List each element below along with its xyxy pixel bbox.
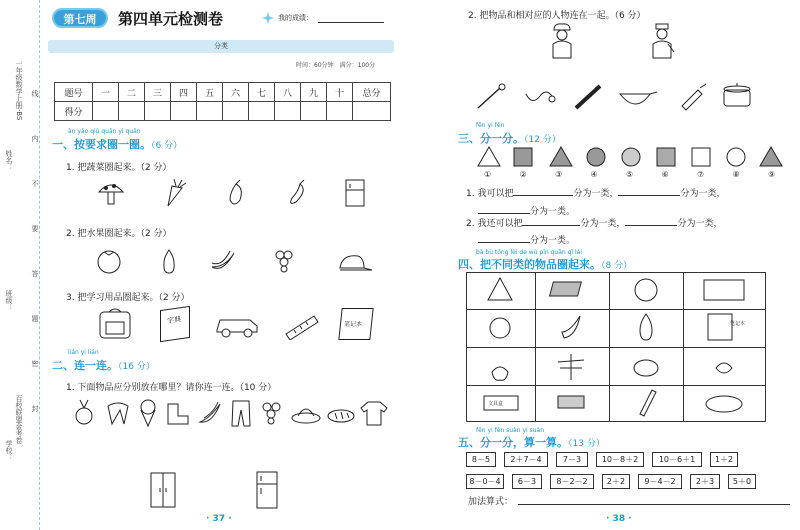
chef-icon[interactable] xyxy=(548,22,576,60)
q32-line-2 xyxy=(478,233,575,246)
eraser-item xyxy=(550,282,582,296)
spine-seal-char: 要 xyxy=(31,225,39,232)
q31-b: 分为一类， xyxy=(573,189,619,199)
grapes-bunch-icon[interactable] xyxy=(258,398,286,428)
score-cell[interactable] xyxy=(353,102,391,121)
q32-line xyxy=(466,216,722,229)
spine-school-label: 学校： xyxy=(5,440,13,461)
pencil-item xyxy=(640,390,656,416)
sec4-heading xyxy=(458,256,632,272)
shape-4-circle xyxy=(587,148,605,166)
q21-text: 1. 下面物品应分别放在哪里？请你连一连。（10 分） xyxy=(66,383,277,393)
sec2-heading xyxy=(52,357,155,373)
right-page xyxy=(400,0,800,530)
page-number-left: · 37 · xyxy=(206,514,232,524)
shape-number-label: ⑤ xyxy=(626,170,634,179)
syringe-icon[interactable] xyxy=(676,82,708,112)
bird-item xyxy=(634,360,658,376)
sec1-title: 一、按要求圈一圈。 xyxy=(52,138,151,151)
q32-b: 分为一类， xyxy=(580,219,626,229)
topic-band: 分类 xyxy=(48,40,394,53)
time-info: 时间：60分钟 满分：100分 xyxy=(296,62,376,69)
scarf-icon[interactable] xyxy=(104,398,132,428)
spine-seal-char: 不 xyxy=(31,180,39,187)
score-table-col-header: 一 xyxy=(93,83,119,102)
sec5-points: （13 分） xyxy=(568,439,605,449)
dictionary-icon[interactable] xyxy=(160,306,190,342)
shape-8-circle xyxy=(727,148,745,166)
score-cell[interactable] xyxy=(119,102,145,121)
week-badge: 第七周 xyxy=(52,8,108,28)
expression-card[interactable]: 8－5 xyxy=(466,452,496,467)
page-number-right: · 38 · xyxy=(606,514,632,524)
sec5-title: 五、分一分，算一算。 xyxy=(458,436,568,449)
score-cell[interactable] xyxy=(145,102,171,121)
addition-answer-line[interactable] xyxy=(518,504,790,505)
pear-icon[interactable] xyxy=(154,245,184,275)
wok-icon[interactable] xyxy=(618,84,658,114)
score-table-col-header: 三 xyxy=(145,83,171,102)
shape-6-square xyxy=(657,148,675,166)
sec3-title: 三、分一分。 xyxy=(458,132,524,145)
boot-icon[interactable] xyxy=(162,398,192,428)
expression-card[interactable]: 9－4－2 xyxy=(638,474,682,489)
sun-hat-icon[interactable] xyxy=(290,400,322,430)
score-table-header-row xyxy=(55,83,391,102)
score-cell[interactable] xyxy=(197,102,223,121)
score-table-col-header: 八 xyxy=(275,83,301,102)
sec2-pinyin: lián yi lián xyxy=(68,349,99,356)
sec1-pinyin: àn yāo qiú quān yi quān xyxy=(68,128,141,135)
q32-d: 分为一类。 xyxy=(530,236,576,246)
addition-label: 加法算式： xyxy=(468,497,514,507)
shape-number-label: ⑦ xyxy=(697,170,705,179)
bee-item xyxy=(716,363,732,373)
ice-cream-icon[interactable] xyxy=(136,398,160,428)
sec1-points: （6 分） xyxy=(151,141,183,151)
score-table-col-header: 五 xyxy=(197,83,223,102)
score-cell[interactable] xyxy=(223,102,249,121)
cap-icon[interactable] xyxy=(334,248,374,278)
notebook-icon[interactable] xyxy=(338,308,373,340)
q22-text: 2. 把物品和相对应的人物连在一起。（6 分） xyxy=(468,11,646,21)
score-table-score-row xyxy=(55,102,391,121)
stethoscope-icon[interactable] xyxy=(522,82,556,112)
binding-spine xyxy=(0,0,40,530)
carrot-icon[interactable] xyxy=(160,178,190,208)
q31-d: 分为一类。 xyxy=(530,207,576,217)
expression-card[interactable]: 6－3 xyxy=(512,474,542,489)
score-table-col-header: 四 xyxy=(171,83,197,102)
shape-9-triangle xyxy=(760,147,782,166)
score-table-col-header: 二 xyxy=(119,83,145,102)
score-table-col-header: 七 xyxy=(249,83,275,102)
ruler-icon[interactable] xyxy=(284,310,320,340)
q32-blank-2[interactable] xyxy=(625,225,677,226)
score-cell[interactable] xyxy=(171,102,197,121)
score-table-col-header: 十 xyxy=(327,83,353,102)
banana-bunch-icon[interactable] xyxy=(196,398,224,428)
q31-blank-1[interactable] xyxy=(513,195,573,196)
expression-card[interactable]: 10－8＋2 xyxy=(596,452,644,467)
spine-seal-char: 内 xyxy=(31,135,39,142)
banana-item xyxy=(562,316,580,338)
apple-item xyxy=(490,318,510,338)
q3-text: 3. 把学习用品圈起来。（2 分） xyxy=(66,293,190,303)
pencil-box-label: 文具盒 xyxy=(488,401,504,407)
rolling-pin-icon[interactable] xyxy=(572,82,604,112)
expression-card[interactable]: 2＋3 xyxy=(690,474,720,489)
radish-item xyxy=(492,367,508,380)
score-cell[interactable] xyxy=(275,102,301,121)
spine-class-label: 班级： xyxy=(5,290,13,311)
triangle-item xyxy=(488,278,512,300)
schoolbag-icon[interactable] xyxy=(96,306,134,342)
shape-number-label: ⑧ xyxy=(732,170,740,179)
shape-2-square xyxy=(514,148,532,166)
score-table-col-header: 总分 xyxy=(353,83,391,102)
sec4-title: 四、把不同类的物品圈起来。 xyxy=(458,258,601,271)
notebook-item xyxy=(708,314,732,340)
score-cell[interactable] xyxy=(327,102,353,121)
score-table-row-label: 得分 xyxy=(55,102,93,121)
sweater-icon[interactable] xyxy=(360,398,388,428)
score-blank[interactable] xyxy=(318,22,384,23)
grapes-icon[interactable] xyxy=(270,245,300,275)
q31-blank-2[interactable] xyxy=(618,195,680,196)
score-cell[interactable] xyxy=(301,102,327,121)
shape-number-label: ③ xyxy=(555,170,563,179)
expression-card[interactable]: 10－6＋1 xyxy=(652,452,702,467)
sec2-title: 二、连一连。 xyxy=(52,359,118,372)
spine-seal-char: 题 xyxy=(31,315,39,322)
dictionary-label: 字典 xyxy=(167,315,181,326)
shape-5-circle xyxy=(622,148,640,166)
spine-seal-char: 答 xyxy=(31,270,39,277)
shape-number-label: ⑨ xyxy=(768,170,776,179)
expression-card[interactable]: 8－2－2 xyxy=(550,474,594,489)
shapes-row xyxy=(474,144,794,170)
sec4-pinyin: bǎ bù tóng lèi de wù pǐn quān qǐ lái xyxy=(476,249,582,256)
banana-icon[interactable] xyxy=(208,245,238,275)
q32-a: 2. 我还可以把 xyxy=(466,219,523,229)
refrigerator-icon[interactable] xyxy=(340,178,370,208)
eggplant-icon[interactable] xyxy=(222,178,252,208)
sec2-points: （16 分） xyxy=(118,362,155,372)
sec3-points: （12 分） xyxy=(524,135,561,145)
q31-a: 1. 我可以把 xyxy=(466,189,514,199)
wardrobe-icon[interactable] xyxy=(148,470,178,510)
q32-blank-1[interactable] xyxy=(522,225,580,226)
pear-item xyxy=(640,314,652,340)
q31-c: 分为一类， xyxy=(680,189,726,199)
notebook-item-label: 笔记本 xyxy=(730,321,746,327)
spine-name-label: 姓名： xyxy=(5,150,13,171)
eraser-item-2 xyxy=(558,396,584,408)
odd-one-out-items xyxy=(466,272,766,422)
score-table-col-header: 九 xyxy=(301,83,327,102)
score-label: 我的成绩： xyxy=(278,14,313,22)
tomato-icon[interactable] xyxy=(94,245,124,275)
sec1-heading xyxy=(52,136,182,152)
score-cell[interactable] xyxy=(93,102,119,121)
q32-blank-3[interactable] xyxy=(478,242,530,243)
score-table-label: 题号 xyxy=(55,83,93,102)
shape-number-label: ④ xyxy=(590,170,598,179)
expression-card[interactable]: 1＋2 xyxy=(710,452,738,467)
mushroom-icon[interactable] xyxy=(96,178,126,208)
sec4-points: （8 分） xyxy=(601,261,633,271)
q1-text: 1. 把蔬菜圈起来。（2 分） xyxy=(66,163,172,173)
q31-line xyxy=(466,186,725,199)
expression-card[interactable]: 2＋7－4 xyxy=(504,452,548,467)
spine-seal-char: 线 xyxy=(31,90,39,97)
sec5-heading xyxy=(458,434,605,450)
pot-icon[interactable] xyxy=(720,80,754,110)
q2-text: 2. 把水果圈起来。（2 分） xyxy=(66,229,172,239)
shape-3-triangle xyxy=(550,147,572,166)
spine-seal-char: 密 xyxy=(31,360,39,367)
sparkle-icon xyxy=(262,12,274,24)
page-title: 第四单元检测卷 xyxy=(118,10,224,28)
sec5-pinyin: fēn yi fēn suàn yi suàn xyxy=(476,427,545,434)
expression-card[interactable]: 7－3 xyxy=(556,452,588,467)
trousers-icon[interactable] xyxy=(228,398,254,428)
expression-card[interactable]: 8－0－4 xyxy=(466,474,504,489)
shape-number-label: ① xyxy=(484,170,492,179)
expression-card[interactable]: 2＋2 xyxy=(602,474,630,489)
radish-icon[interactable] xyxy=(70,398,98,428)
dragonfly-item xyxy=(558,354,584,380)
rectangle-item xyxy=(704,280,744,300)
sec3-pinyin: fēn yi fēn xyxy=(476,122,505,129)
score-table-col-header: 六 xyxy=(223,83,249,102)
shape-7-square xyxy=(692,148,710,166)
q32-c: 分为一类， xyxy=(677,219,723,229)
basket-item xyxy=(706,396,742,412)
score-table xyxy=(54,82,391,121)
spine-brand: 百校联盟金考卷 xyxy=(15,395,23,444)
shape-number-label: ② xyxy=(519,170,527,179)
doctor-icon[interactable] xyxy=(648,22,676,60)
fridge-icon[interactable] xyxy=(252,470,282,510)
notebook-label: 笔记本 xyxy=(343,321,363,328)
q31-blank-3[interactable] xyxy=(478,213,530,214)
shape-number-label: ⑥ xyxy=(661,170,669,179)
shape-1-triangle xyxy=(478,147,500,166)
bread-icon[interactable] xyxy=(326,400,356,430)
spine-grade: 一年级数学上册·BS xyxy=(15,60,23,121)
expression-card[interactable]: 5＋0 xyxy=(728,474,756,489)
ladle-icon[interactable] xyxy=(474,82,508,112)
score-cell[interactable] xyxy=(249,102,275,121)
toy-car-icon[interactable] xyxy=(214,310,260,340)
spine-seal-char: 封 xyxy=(31,405,39,412)
pepper-icon[interactable] xyxy=(282,178,312,208)
circle-item xyxy=(635,279,657,301)
